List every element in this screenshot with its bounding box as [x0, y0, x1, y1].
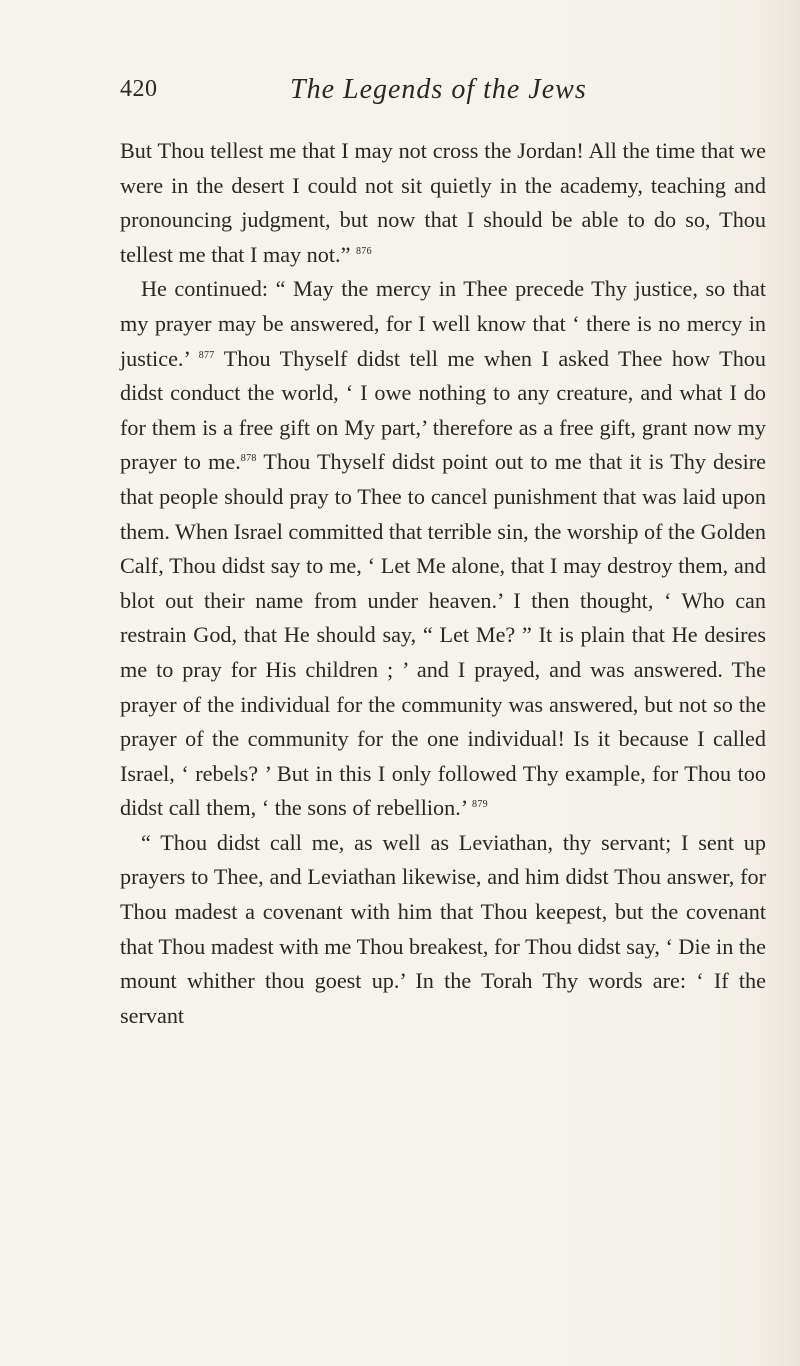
paragraph — [120, 272, 766, 826]
text-run: But Thou tellest me that I may not cross the Jordan! All the time that we were in the desert I could not sit quietly in the academy, teaching and pronouncing judgment, but now that I should be able to do so, Thou tellest me that I may not.” — [120, 138, 766, 267]
body-text — [120, 134, 766, 1033]
footnote-marker: 877 — [198, 349, 215, 361]
footnote-marker: 876 — [355, 245, 372, 257]
page-number: 420 — [120, 76, 158, 102]
text-run: “ Thou didst call me, as well as Leviathan, thy servant; I sent up prayers to Thee, and Leviathan likewise, and him didst Thou answer, for Thou madest a covenant with him that Thou keepest, but the covenant that Thou madest with me Thou breakest, for Thou didst say, ‘ Die in the mount whither thou goest up.’ In the Torah Thy words are: ‘ If the servant — [120, 829, 766, 1028]
running-title: The Legends of the Jews — [290, 74, 587, 105]
footnote-marker: 879 — [472, 799, 488, 811]
text-run: Thou Thyself didst tell me when I asked Thee how Thou didst conduct the world, ‘ I owe nothing to any creature, and what I do for them is a free gift on My part,’ therefore as a free gift, grant now my prayer to me. — [120, 345, 766, 475]
page-header — [120, 74, 680, 114]
text-run: He continued: “ May the mercy in Thee precede Thy justice, so that my prayer may be answered, for I well know that ‘ there is no mercy in justice.’ — [120, 276, 766, 371]
text-run: Thou Thyself didst point out to me that it is Thy desire that people should pray to Thee to cancel punishment that was laid upon them. When Israel committed that terrible sin, the worship of the Golden Calf, Thou didst say to me, ‘ Let Me alone, that I may destroy them, and blot out their name from under heaven.’ I then thought, ‘ Who can restrain God, that He should say, “ Let Me? ” It is plain that He desires me to pray for His children ; ’ and I prayed, and was answered. The prayer of the individual for the community was answered, but not so the prayer of the community for the one individual! Is it because I called Israel, ‘ rebels? ’ But in this I only followed Thy example, for Thou too didst call them, ‘ the sons of rebellion.’ — [120, 449, 767, 821]
footnote-marker: 878 — [240, 453, 257, 465]
paragraph — [120, 826, 766, 1034]
paragraph — [120, 134, 766, 272]
